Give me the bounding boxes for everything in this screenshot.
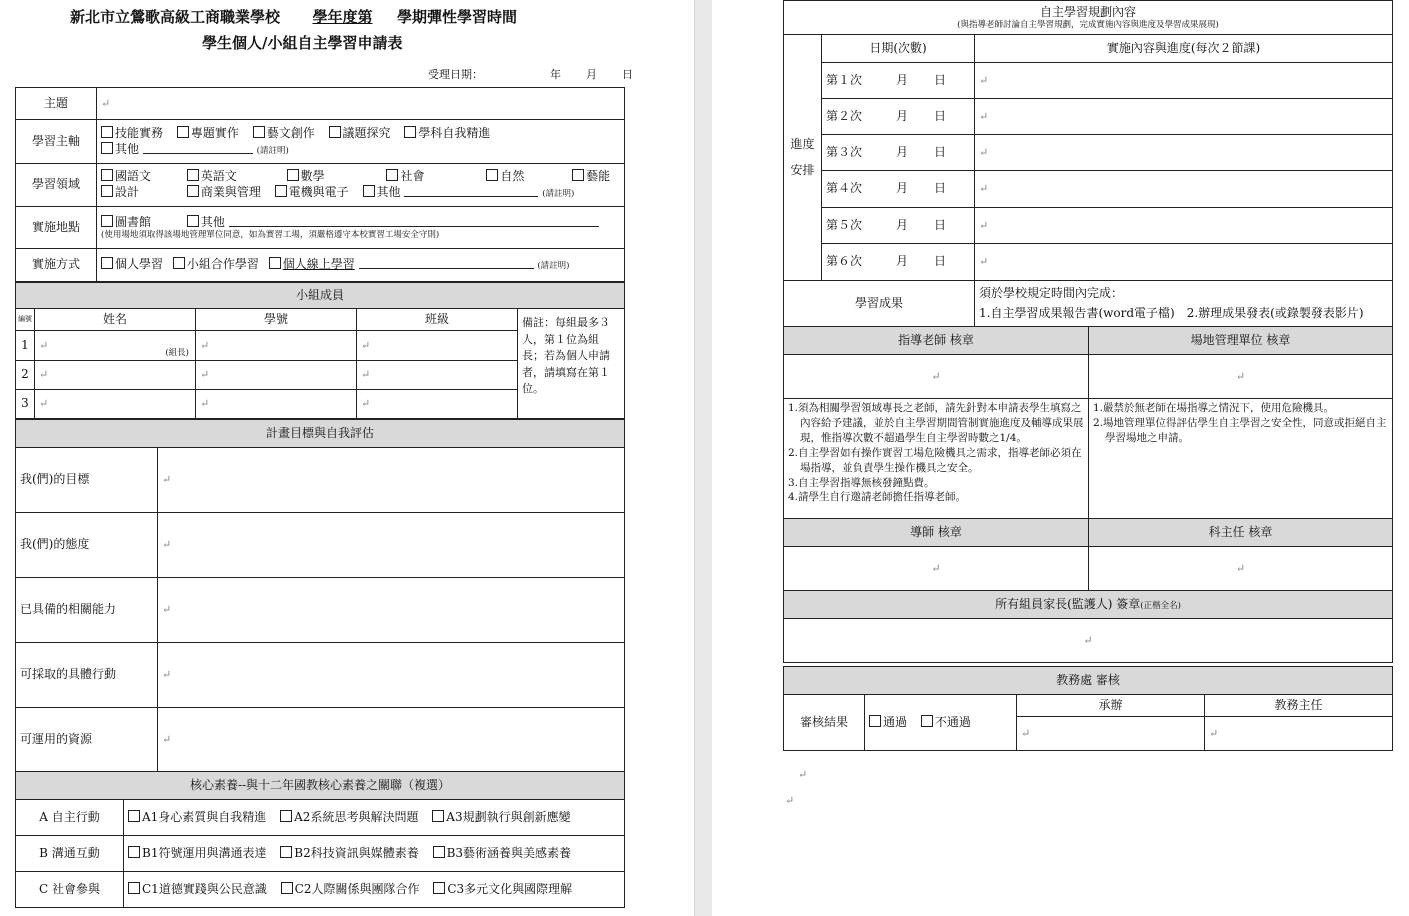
content-col-header: 實施內容與進度(每次２節課)	[975, 35, 1393, 63]
plan-header-note: (與指導老師討論自主學習規劃，完成實施內容與進度及學習成果展現)	[957, 19, 1219, 30]
venue-header: 場地管理單位 核章	[1089, 327, 1393, 355]
checkbox-icon	[187, 215, 199, 227]
core-option[interactable]: C3多元文化與國際理解	[433, 882, 572, 898]
outcome-text	[975, 281, 1393, 327]
core-option[interactable]: A3規劃執行與創新應變	[432, 810, 570, 826]
parent-signature-header	[784, 591, 1393, 619]
please-specify-note: (請註明)	[256, 145, 289, 156]
plan-table	[15, 419, 625, 773]
domain-label: 學習領域	[16, 164, 97, 207]
axis-option-subject[interactable]: 學科自我精進	[404, 126, 490, 142]
checkbox-icon	[187, 169, 199, 181]
venue-notes	[1089, 399, 1393, 519]
plan-action-field[interactable]: ↵	[158, 643, 625, 708]
receipt-date-label: 受理日期：	[428, 68, 483, 81]
plan-action-label: 可採取的具體行動	[16, 643, 158, 708]
member-remarks: 備註：每組最多３人，第１位為組長；若為個人申請者，請填寫在第１位。	[518, 309, 625, 419]
paragraph-mark-icon: ↵	[785, 794, 795, 807]
core-header: 核心素養--與十二年國教核心素養之關聯（複選）	[16, 772, 625, 800]
session-date[interactable]: 第２次 月 日	[822, 99, 975, 135]
outcome-label: 學習成果	[784, 281, 975, 327]
theme-label: 主題	[16, 88, 97, 120]
dept-head-header: 科主任 核章	[1089, 519, 1393, 547]
domain-option-chinese[interactable]: 國語文	[101, 169, 173, 185]
checkbox-icon	[287, 169, 299, 181]
date-col-header: 日期(次數)	[822, 35, 975, 63]
core-option[interactable]: B2科技資訊與媒體素養	[280, 846, 418, 862]
advisor-header: 指導老師 核章	[784, 327, 1089, 355]
form-title-line1	[70, 6, 517, 27]
checkbox-icon	[432, 810, 444, 822]
tutor-stamp-box[interactable]: ↵	[784, 547, 1089, 591]
form-title-line2: 學生個人/小組自主學習申請表	[202, 34, 403, 52]
domain-option-business[interactable]: 商業與管理	[187, 185, 261, 201]
theme-field[interactable]: ↵	[97, 88, 625, 120]
paragraph-mark-icon: ↵	[798, 768, 808, 781]
outcome-line2: 1.自主學習成果報告書(word電子檔) 2.辦理成果發表(或錄製發表影片)	[979, 305, 1364, 320]
advisor-note: 4.請學生自行邀請老師擔任指導老師。	[788, 491, 967, 504]
approval-table	[783, 326, 1393, 663]
axis-option-issues[interactable]: 議題探究	[329, 126, 391, 142]
checkbox-icon	[101, 126, 113, 138]
dept-head-stamp-box[interactable]: ↵	[1089, 547, 1393, 591]
checkbox-icon	[101, 185, 113, 197]
member-class-input[interactable]: ↵	[357, 361, 518, 390]
leader-mark: (組長)	[165, 347, 189, 358]
left-page	[0, 0, 640, 916]
session-content-field[interactable]: ↵	[975, 63, 1393, 99]
plan-resource-label: 可運用的資源	[16, 708, 158, 773]
parent-header-note: (正楷全名)	[1140, 600, 1181, 611]
session-date[interactable]: 第５次 月 日	[822, 208, 975, 244]
checkbox-icon	[281, 882, 293, 894]
venue-stamp-box[interactable]: ↵	[1089, 355, 1393, 399]
session-date[interactable]: 第４次 月 日	[822, 171, 975, 208]
members-table	[15, 282, 625, 419]
core-row-label: B 溝通互動	[16, 836, 124, 872]
members-header: 小組成員	[16, 283, 625, 309]
receipt-month: 月	[586, 68, 597, 81]
venue-note: 2.場地管理單位得評估學生自主學習之安全性，同意或拒絕自主學習場地之申請。	[1093, 416, 1387, 444]
advisor-notes	[784, 399, 1089, 519]
plan-goal-label: 我(們)的目標	[16, 448, 158, 513]
plan-attitude-field[interactable]: ↵	[158, 513, 625, 578]
member-id-input[interactable]: ↵	[196, 361, 357, 390]
domain-option-arts[interactable]: 藝能	[572, 169, 610, 185]
session-date[interactable]: 第３次 月 日	[822, 135, 975, 171]
director-stamp-box[interactable]: ↵	[1205, 717, 1393, 751]
place-note: (使用場地須取得該場地管理單位同意，如為實習工場，須嚴格遵守本校實習工場安全守則)	[101, 230, 440, 241]
member-class-input[interactable]: ↵	[357, 331, 518, 361]
advisor-stamp-box[interactable]: ↵	[784, 355, 1089, 399]
director-header: 教務主任	[1205, 695, 1393, 717]
core-option[interactable]: C1道德實踐與公民意識	[128, 882, 267, 898]
right-page	[712, 0, 1409, 916]
checkbox-icon	[486, 169, 498, 181]
col-no: 編號	[16, 309, 35, 331]
session-content-field[interactable]: ↵	[975, 135, 1393, 171]
checkbox-icon	[869, 715, 881, 727]
advisor-note: 3.自主學習指導無核發鐘點費。	[788, 476, 935, 489]
checkbox-icon	[173, 257, 185, 269]
checkbox-icon	[433, 846, 445, 858]
member-class-input[interactable]: ↵	[357, 390, 518, 419]
axis-option-project[interactable]: 專題實作	[177, 126, 239, 142]
checkbox-icon	[280, 810, 292, 822]
core-row-options	[124, 872, 625, 908]
member-row-no: 3	[16, 390, 35, 419]
member-row-no: 1	[16, 331, 35, 361]
method-options	[97, 249, 625, 282]
core-option[interactable]: B3藝術涵養與美感素養	[433, 846, 571, 862]
plan-header-title: 自主學習規劃內容	[1039, 5, 1136, 20]
domain-option-electrical[interactable]: 電機與電子	[275, 185, 349, 201]
place-option-other[interactable]: 其他	[187, 215, 225, 229]
member-row-no: 2	[16, 361, 35, 390]
plan-resource-field[interactable]: ↵	[158, 708, 625, 773]
core-option[interactable]: C2人際關係與團隊合作	[281, 882, 420, 898]
place-option-library[interactable]: 圖書館	[101, 215, 173, 231]
schedule-table	[783, 0, 1393, 327]
place-label: 實施地點	[16, 207, 97, 249]
receipt-year: 年	[550, 68, 561, 81]
parent-header-text: 所有組員家長(監護人) 簽章	[995, 596, 1141, 611]
domain-other-input[interactable]	[404, 186, 538, 197]
checkbox-icon	[101, 142, 113, 154]
domain-option-math[interactable]: 數學	[287, 169, 373, 185]
self-study-plan-header	[784, 1, 1393, 35]
member-id-input[interactable]: ↵	[196, 390, 357, 419]
receipt-date	[428, 66, 633, 82]
review-result-label: 審核結果	[784, 695, 865, 751]
handler-header: 承辦	[1017, 695, 1205, 717]
checkbox-icon	[329, 126, 341, 138]
checkbox-icon	[101, 257, 113, 269]
axis-label: 學習主軸	[16, 120, 97, 164]
session-date[interactable]: 第１次 月 日	[822, 63, 975, 99]
member-name-input[interactable]: ↵	[35, 390, 196, 419]
checkbox-icon	[101, 215, 113, 227]
application-info-table	[15, 87, 625, 282]
term-label: 學期彈性學習時間	[396, 8, 517, 26]
checkbox-icon	[269, 257, 281, 269]
core-row-options	[124, 836, 625, 872]
core-row-label: C 社會參與	[16, 872, 124, 908]
checkbox-icon	[187, 185, 199, 197]
checkbox-icon	[275, 185, 287, 197]
core-row-options	[124, 800, 625, 836]
domain-option-social[interactable]: 社會	[386, 169, 472, 185]
col-name: 姓名	[35, 309, 196, 331]
axis-option-other[interactable]: 其他	[101, 142, 139, 156]
schedule-label: 進度安排	[784, 35, 822, 281]
place-other-input[interactable]	[229, 216, 599, 227]
core-option[interactable]: A2系統思考與解決問題	[280, 810, 418, 826]
please-specify-note: (請註明)	[537, 261, 570, 272]
plan-header: 計畫目標與自我評估	[16, 420, 625, 448]
method-other-input[interactable]	[359, 258, 534, 269]
academic-review-table	[783, 666, 1393, 751]
session-content-field[interactable]: ↵	[975, 208, 1393, 244]
academic-header: 教務處 審核	[784, 667, 1393, 695]
venue-note: 1.嚴禁於無老師在場指導之情況下，使用危險機具。	[1093, 402, 1335, 414]
session-content-field[interactable]: ↵	[975, 244, 1393, 281]
checkbox-icon	[433, 882, 445, 894]
checkbox-icon	[363, 185, 375, 197]
place-options	[97, 207, 625, 249]
domain-option-design[interactable]: 設計	[101, 185, 173, 201]
col-student-id: 學號	[196, 309, 357, 331]
checkbox-icon	[177, 126, 189, 138]
col-class: 班級	[357, 309, 518, 331]
checkbox-icon	[128, 810, 140, 822]
outcome-line1: 須於學校規定時間內完成：	[979, 286, 1124, 301]
axis-option-arts[interactable]: 藝文創作	[253, 126, 315, 142]
review-pass-option[interactable]: 通過	[869, 715, 907, 731]
checkbox-icon	[280, 846, 292, 858]
axis-option-skill[interactable]: 技能實務	[101, 126, 163, 142]
handler-stamp-box[interactable]: ↵	[1017, 717, 1205, 751]
plan-ability-field[interactable]: ↵	[158, 578, 625, 643]
review-fail-option[interactable]: 不通過	[921, 715, 971, 729]
core-row-label: A 自主行動	[16, 800, 124, 836]
axis-other-input[interactable]	[143, 143, 253, 154]
plan-ability-label: 已具備的相關能力	[16, 578, 158, 643]
domain-options	[97, 164, 625, 207]
method-option-individual[interactable]: 個人學習	[101, 257, 163, 273]
session-content-field[interactable]: ↵	[975, 99, 1393, 135]
receipt-day: 日	[622, 68, 633, 81]
school-name: 新北市立鶯歌高級工商職業學校	[70, 8, 281, 26]
page-gutter	[694, 0, 713, 916]
plan-attitude-label: 我(們)的態度	[16, 513, 158, 578]
advisor-note: 1.須為相關學習領域專長之老師，請先針對本申請表學生填寫之內容給予建議，並於自主學習期間管制實施進度及輔導成果展現，惟指導次數不超過學生自主學習時數之1/4。	[788, 402, 1084, 444]
member-id-input[interactable]: ↵	[196, 331, 357, 361]
checkbox-icon	[128, 846, 140, 858]
checkbox-icon	[404, 126, 416, 138]
checkbox-icon	[921, 715, 933, 727]
checkbox-icon	[101, 169, 113, 181]
checkbox-icon	[253, 126, 265, 138]
method-option-online[interactable]: 個人線上學習	[269, 257, 355, 271]
method-label: 實施方式	[16, 249, 97, 282]
method-option-group[interactable]: 小組合作學習	[173, 257, 259, 273]
plan-goal-field[interactable]: ↵	[158, 448, 625, 513]
review-result-options	[865, 695, 1017, 751]
domain-option-other[interactable]: 其他	[363, 185, 401, 199]
tutor-header: 導師 核章	[784, 519, 1089, 547]
academic-year-field[interactable]: 學年度第	[312, 8, 373, 26]
checkbox-icon	[128, 882, 140, 894]
core-option[interactable]: B1符號運用與溝通表達	[128, 846, 266, 862]
checkbox-icon	[386, 169, 398, 181]
checkbox-icon	[572, 169, 584, 181]
core-competency-table	[15, 771, 625, 908]
domain-option-science[interactable]: 自然	[486, 169, 558, 185]
please-specify-note: (請註明)	[542, 189, 575, 199]
member-name-input[interactable]: ↵	[35, 361, 196, 390]
axis-options	[97, 120, 625, 164]
domain-option-english[interactable]: 英語文	[187, 169, 273, 185]
core-option[interactable]: A1身心素質與自我精進	[128, 810, 266, 826]
parent-signature-box[interactable]: ↵	[784, 619, 1393, 663]
session-date[interactable]: 第６次 月 日	[822, 244, 975, 281]
session-content-field[interactable]: ↵	[975, 171, 1393, 208]
advisor-note: 2.自主學習如有操作實習工場危險機具之需求，指導老師必須在場指導，並負責學生操作機具之安全。	[788, 446, 1082, 474]
member-name-input[interactable]: ↵ (組長)	[35, 331, 196, 361]
